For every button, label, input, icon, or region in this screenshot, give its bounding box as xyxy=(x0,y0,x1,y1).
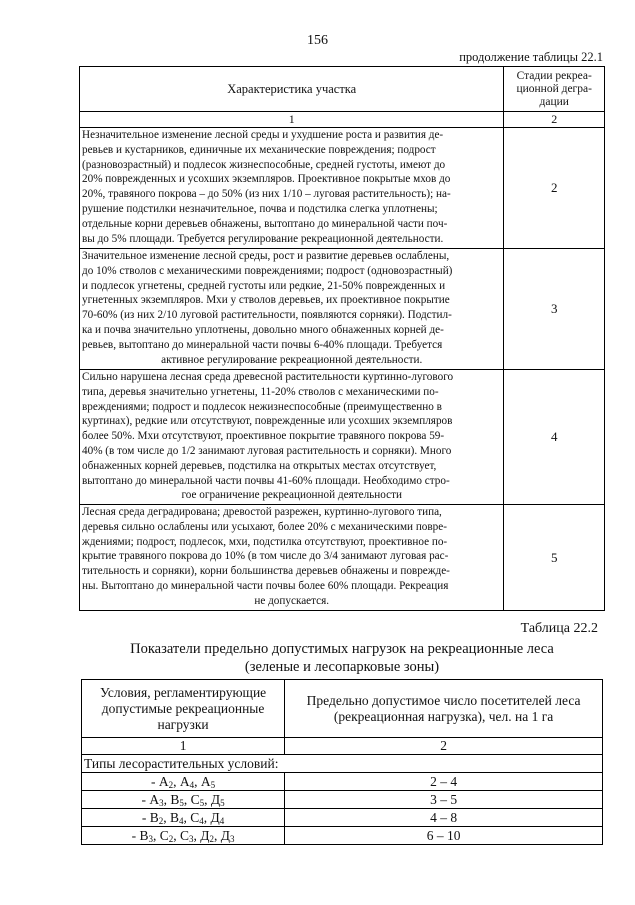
table-row xyxy=(80,249,605,370)
table-row xyxy=(80,370,605,505)
t1-line: вытоптано до минеральной части почвы 41-60% площади. Необходимо стро- xyxy=(82,474,450,487)
t2-value: 2 – 4 xyxy=(285,773,603,791)
t2-value: 3 – 5 xyxy=(285,791,603,809)
t2-condition: - $А_2$, $А_4$, $А_5$ xyxy=(82,773,285,791)
t1-stage-value: 4 xyxy=(504,370,605,505)
t1-header-stage-line: ционной дегра- xyxy=(516,82,592,95)
table-row xyxy=(82,827,603,845)
t1-line: 40% (в том числе до 1/2 занимают луговая растительность и сорняки). Много xyxy=(82,444,452,457)
t1-line: Незначительное изменение лесной среды и ухудшение роста и развития де- xyxy=(82,129,444,141)
t1-line: вреждениями; подрост и подлесок нежизнеспособные (преимущественно в xyxy=(82,400,442,413)
t1-col-number: 1 xyxy=(80,112,504,128)
table-row xyxy=(82,809,603,827)
t1-line: не допускается. xyxy=(254,594,330,607)
table-22-1 xyxy=(79,66,605,611)
t1-header-characteristic: Характеристика участка xyxy=(80,67,504,112)
t1-line: Значительное изменение лесной среды, рост и развитие деревьев ослаблены, xyxy=(82,250,450,262)
t1-line: ны. Вытоптано до минеральной части почвы более 60% площади. Рекреация xyxy=(82,579,449,592)
t1-line: до 10% стволов с механическими повреждениями; подрост (одновозрастный) xyxy=(82,264,453,277)
t1-line: (разновозрастный) и подлесок жизнеспособные, средней густоты, имеют до xyxy=(82,158,446,171)
t1-description xyxy=(80,249,504,370)
t1-line: 20% поврежденных и усохших экземпляров. Проективное покрытые мхов до xyxy=(82,173,451,186)
page-number: 156 xyxy=(307,33,328,48)
t2-col-number: 2 xyxy=(285,738,603,755)
t1-header-stage-line: дации xyxy=(539,95,569,108)
t1-header-stage xyxy=(504,67,605,112)
t1-description xyxy=(80,370,504,505)
t1-line: 70-60% (из них 2/10 луговой растительности, появляются сорняки). Подстил- xyxy=(82,309,452,322)
t1-line: гое ограничение рекреационной деятельности xyxy=(181,489,402,502)
t1-line: Сильно нарушена лесная среда древесной растительности куртинно-лугового xyxy=(82,371,454,383)
t1-line: ка и почва значительно уплотнены, довольно много обнаженных корней де- xyxy=(82,323,444,336)
title-line-1: Показатели предельно допустимых нагрузок на рекреационные леса xyxy=(130,641,554,657)
t2-condition: - $В_2$, $В_4$, $С_4$, $Д_4$ xyxy=(82,809,285,827)
t2-col-number: 1 xyxy=(82,738,285,755)
t1-stage-value: 5 xyxy=(504,505,605,611)
title-line-2: (зеленые и лесопарковые зоны) xyxy=(244,659,440,675)
t1-description xyxy=(80,128,504,249)
t1-col-number: 2 xyxy=(504,112,605,128)
table-row xyxy=(80,128,605,249)
t2-header-load: Предельно допустимое число посетителей леса (рекреационная нагрузка), чел. на 1 га xyxy=(285,680,603,738)
t1-line: более 50%. Мхи отсутствуют, проективное покрытие травяного покрова 59- xyxy=(82,430,445,443)
t1-line: Лесная среда деградирована; древостой разрежен, куртинно-лугового типа, xyxy=(82,506,442,518)
t1-header-stage-line: Стадии рекреа- xyxy=(516,69,592,82)
t2-condition: - $А_3$, $В_5$, $С_5$, $Д_5$ xyxy=(82,791,285,809)
t2-value: 4 – 8 xyxy=(285,809,603,827)
t1-line: вы до 5% площади. Требуется регулирование рекреационной деятельности. xyxy=(82,232,444,245)
t2-section-label: Типы лесорастительных условий: xyxy=(82,755,603,773)
t1-line: деревья сильно ослаблены или усыхают, более 20% с механическими повре- xyxy=(82,520,447,533)
continuation-label: продолжение таблицы 22.1 xyxy=(459,50,603,64)
t1-line: угнетенных экземпляров. Мхи у стволов деревьев, их проективное покрытие xyxy=(82,294,450,307)
table-22-2-title xyxy=(79,640,605,676)
t1-line: активное регулирование рекреационной деятельности. xyxy=(161,353,423,366)
t1-line: отдельные корни деревьев обнажены, вытоптано до минеральной части поч- xyxy=(82,217,448,230)
table-22-2-label: Таблица 22.2 xyxy=(520,621,598,636)
table-row xyxy=(82,773,603,791)
t1-line: ждениями; подрост, подлесок, мхи, подстилка отсутствуют, проективное по- xyxy=(82,535,448,548)
t1-line: 20%, травяного покрова – до 50% (из них 1/10 – луговая растительность); на- xyxy=(82,188,451,201)
t1-line: обнаженных корней деревьев, подстилка на открытых местах отсутствует, xyxy=(82,459,437,472)
t1-line: и подлесок угнетены, средней густоты или редкие, 21-50% поврежденных и xyxy=(82,279,446,292)
t1-line: крытие травяного покрова до 10% (в том числе до 3/4 занимают луговая рас- xyxy=(82,550,449,563)
t2-header-conditions: Условия, регламентирующие допустимые рекреационные нагрузки xyxy=(82,680,285,738)
t1-line: куртинах), редкие или отсутствуют, поврежденные или усохших экземпляров xyxy=(82,415,453,428)
t1-line: ревьев и кустарников, единичные их механические повреждения; подрост xyxy=(82,143,436,156)
t1-line: тительность и сорняки), корни большинства деревьев обнажены и поврежде- xyxy=(82,565,450,578)
table-row xyxy=(82,791,603,809)
table-22-2 xyxy=(81,679,603,845)
t1-line: рушение подстилки незначительное, почва и подстилка слегка уплотнены; xyxy=(82,202,438,215)
t1-line: ревьев, вытоптано до минеральной части почвы 6-40% площади. Требуется xyxy=(82,338,443,351)
t2-condition: - $В_3$, $С_2$, $С_3$, $Д_2$, $Д_3$ xyxy=(82,827,285,845)
t1-stage-value: 2 xyxy=(504,128,605,249)
table-row xyxy=(80,505,605,611)
t1-line: типа, деревья значительно угнетены, 11-20% стволов с механическими по- xyxy=(82,385,439,398)
t2-value: 6 – 10 xyxy=(285,827,603,845)
t1-description xyxy=(80,505,504,611)
t1-stage-value: 3 xyxy=(504,249,605,370)
